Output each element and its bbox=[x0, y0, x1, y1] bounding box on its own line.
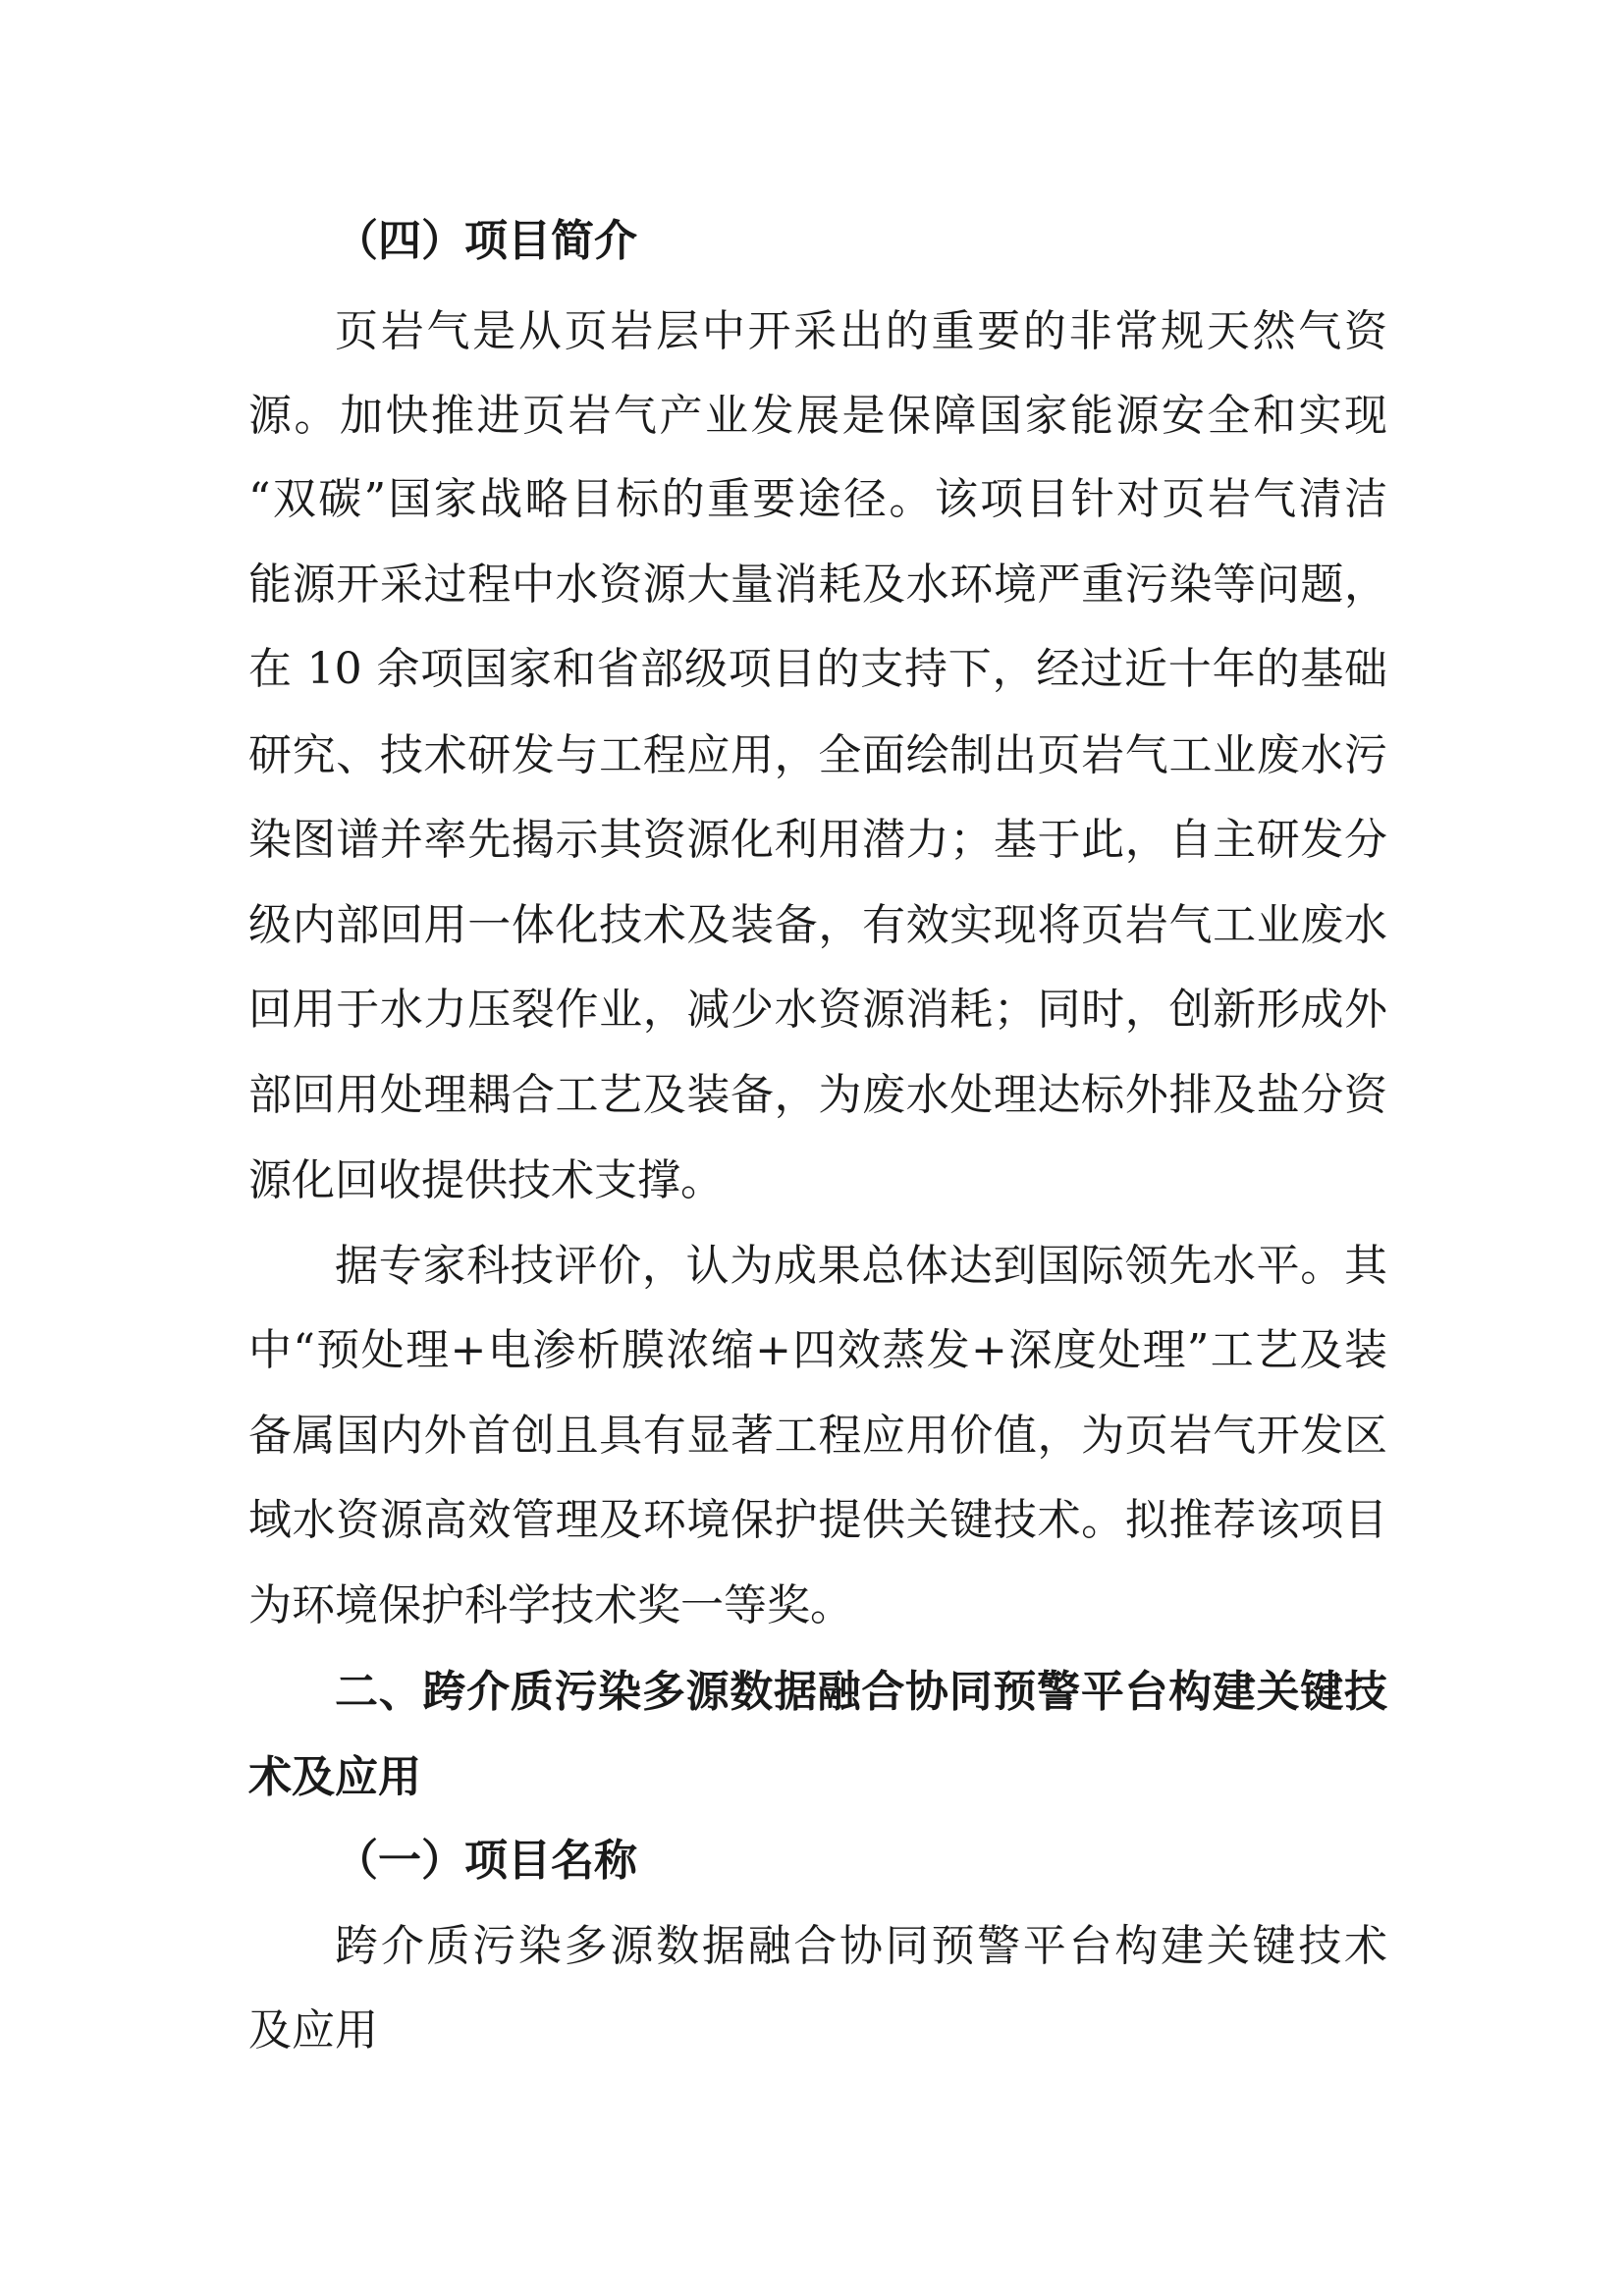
project-title-line: 术及应用 bbox=[248, 1752, 421, 1802]
paragraph-line: 部回用处理耦合工艺及装备，为废水处理达标外排及盐分资 bbox=[248, 1070, 1387, 1120]
paragraph-line: 回用于水力压裂作业，减少水资源消耗；同时，创新形成外 bbox=[248, 985, 1387, 1035]
paragraph-line: 染图谱并率先揭示其资源化利用潜力；基于此，自主研发分 bbox=[248, 815, 1387, 865]
paragraph-line: 级内部回用一体化技术及装备，有效实现将页岩气工业废水 bbox=[248, 900, 1387, 950]
paragraph-line: 及应用 bbox=[248, 2005, 378, 2056]
paragraph-line: 跨介质污染多源数据融合协同预警平台构建关键技术 bbox=[335, 1921, 1387, 1971]
paragraph-line: 据专家科技评价，认为成果总体达到国际领先水平。其 bbox=[335, 1241, 1387, 1291]
paragraph-line: 域水资源高效管理及环境保护提供关键技术。拟推荐该项目 bbox=[248, 1495, 1387, 1545]
paragraph-line: “双碳”国家战略目标的重要途径。该项目针对页岩气清洁 bbox=[248, 474, 1387, 524]
paragraph-line: 页岩气是从页岩层中开采出的重要的非常规天然气资 bbox=[335, 306, 1387, 356]
paragraph-line: 备属国内外首创且具有显著工程应用价值，为页岩气开发区 bbox=[248, 1411, 1387, 1461]
paragraph-line: 源化回收提供技术支撑。 bbox=[248, 1155, 724, 1205]
paragraph-line: 为环境保护科学技术奖一等奖。 bbox=[248, 1580, 853, 1630]
paragraph-line: 研究、技术研发与工程应用，全面绘制出页岩气工业废水污 bbox=[248, 730, 1387, 780]
paragraph-line: 源。加快推进页岩气产业发展是保障国家能源安全和实现 bbox=[248, 391, 1387, 441]
project-title-line: 二、跨介质污染多源数据融合协同预警平台构建关键技 bbox=[335, 1667, 1387, 1717]
paragraph-line: 能源开采过程中水资源大量消耗及水环境严重污染等问题， bbox=[248, 560, 1387, 610]
section-heading-project-name: （一）项目名称 bbox=[335, 1836, 637, 1886]
section-heading-project-intro: （四）项目简介 bbox=[335, 216, 637, 266]
paragraph-line: 在 10 余项国家和省部级项目的支持下，经过近十年的基础 bbox=[248, 644, 1387, 694]
paragraph-line: 中“预处理+电渗析膜浓缩+四效蒸发+深度处理”工艺及装 bbox=[248, 1325, 1387, 1375]
